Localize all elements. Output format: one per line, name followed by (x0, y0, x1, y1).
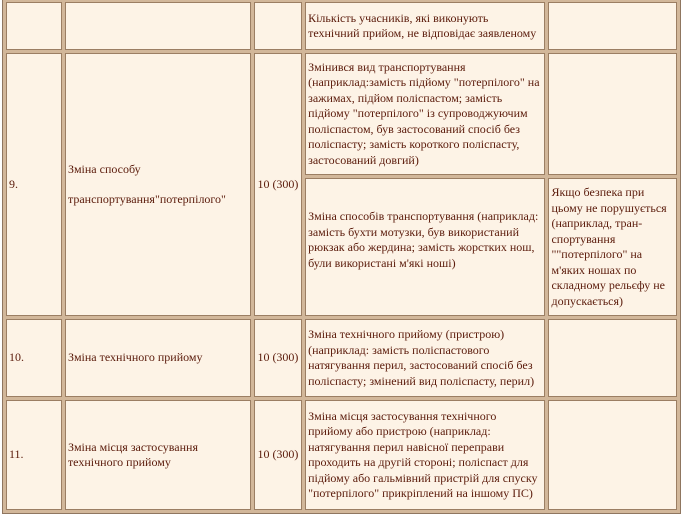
violation-description-cell (305, 178, 545, 316)
note-cell (548, 53, 677, 175)
violation-name-line: Зміна способу (67, 162, 141, 176)
violation-name-cell (65, 2, 252, 50)
violation-description-cell: Кількість учасників, які виконують технічний прийом, не відповідає заявленому (305, 2, 545, 50)
violation-description-cell: Змінився вид транспортування (наприклад:замість підйому "потерпілого" на зажимах, підйом поліспастом; замість підйому "потерпілого" із супроводжуючим поліспастом, був застосований спосіб без поліспасту; замість короткого поліспасту, застосований довгий) (305, 53, 545, 175)
row-number-cell: 11. (6, 400, 62, 510)
violation-name-line: транспортування"потерпілого" (67, 191, 226, 206)
penalty-table (2, 0, 681, 514)
table-row (6, 53, 677, 175)
violation-name-cell: Зміна місця застосування технічного прийому (65, 400, 252, 510)
penalty-points-cell: 10 (300) (254, 319, 302, 397)
violation-description-cell: Зміна технічного прийому (пристрою) (наприклад: замість поліспастового натягування перил, застосований спосіб без поліспасту; змінений вид поліспасту, перил) (305, 319, 545, 397)
penalty-points-cell: 10 (300) (254, 53, 302, 316)
row-number-cell: 9. (6, 53, 62, 316)
note-cell (548, 400, 677, 510)
penalty-points-cell (254, 2, 302, 50)
row-number-cell: 10. (6, 319, 62, 397)
violation-description-cell: Зміна місця застосування технічного прийому або пристрою (наприклад: натягування перил навісної переправи проходить на другій стороні; поліспаст для підйому або гальмівний пристрій для спуску "потерпілого" прикріплений на іншому ПС) (305, 400, 545, 510)
violation-name-cell (65, 53, 252, 316)
row-number-cell (6, 2, 62, 50)
penalty-points-cell: 10 (300) (254, 400, 302, 510)
note-cell (548, 319, 677, 397)
violation-description-text: Зміна способів транспортування (наприклад: замість бухти мотузки, був використаний рюкзак або жердина; замість жорстких нош, були використані м'які ноші) (308, 209, 539, 270)
violation-name-cell: Зміна технічного прийому (65, 319, 252, 397)
note-cell (548, 2, 677, 50)
table-row (6, 400, 677, 510)
table-row (6, 319, 677, 397)
table-row (6, 2, 677, 50)
note-cell: Якщо безпека при цьому не порушується (наприклад, тран-спортування ""потерпілого" на м'яких ношах по складному рельєфу не допускається) (548, 178, 677, 316)
